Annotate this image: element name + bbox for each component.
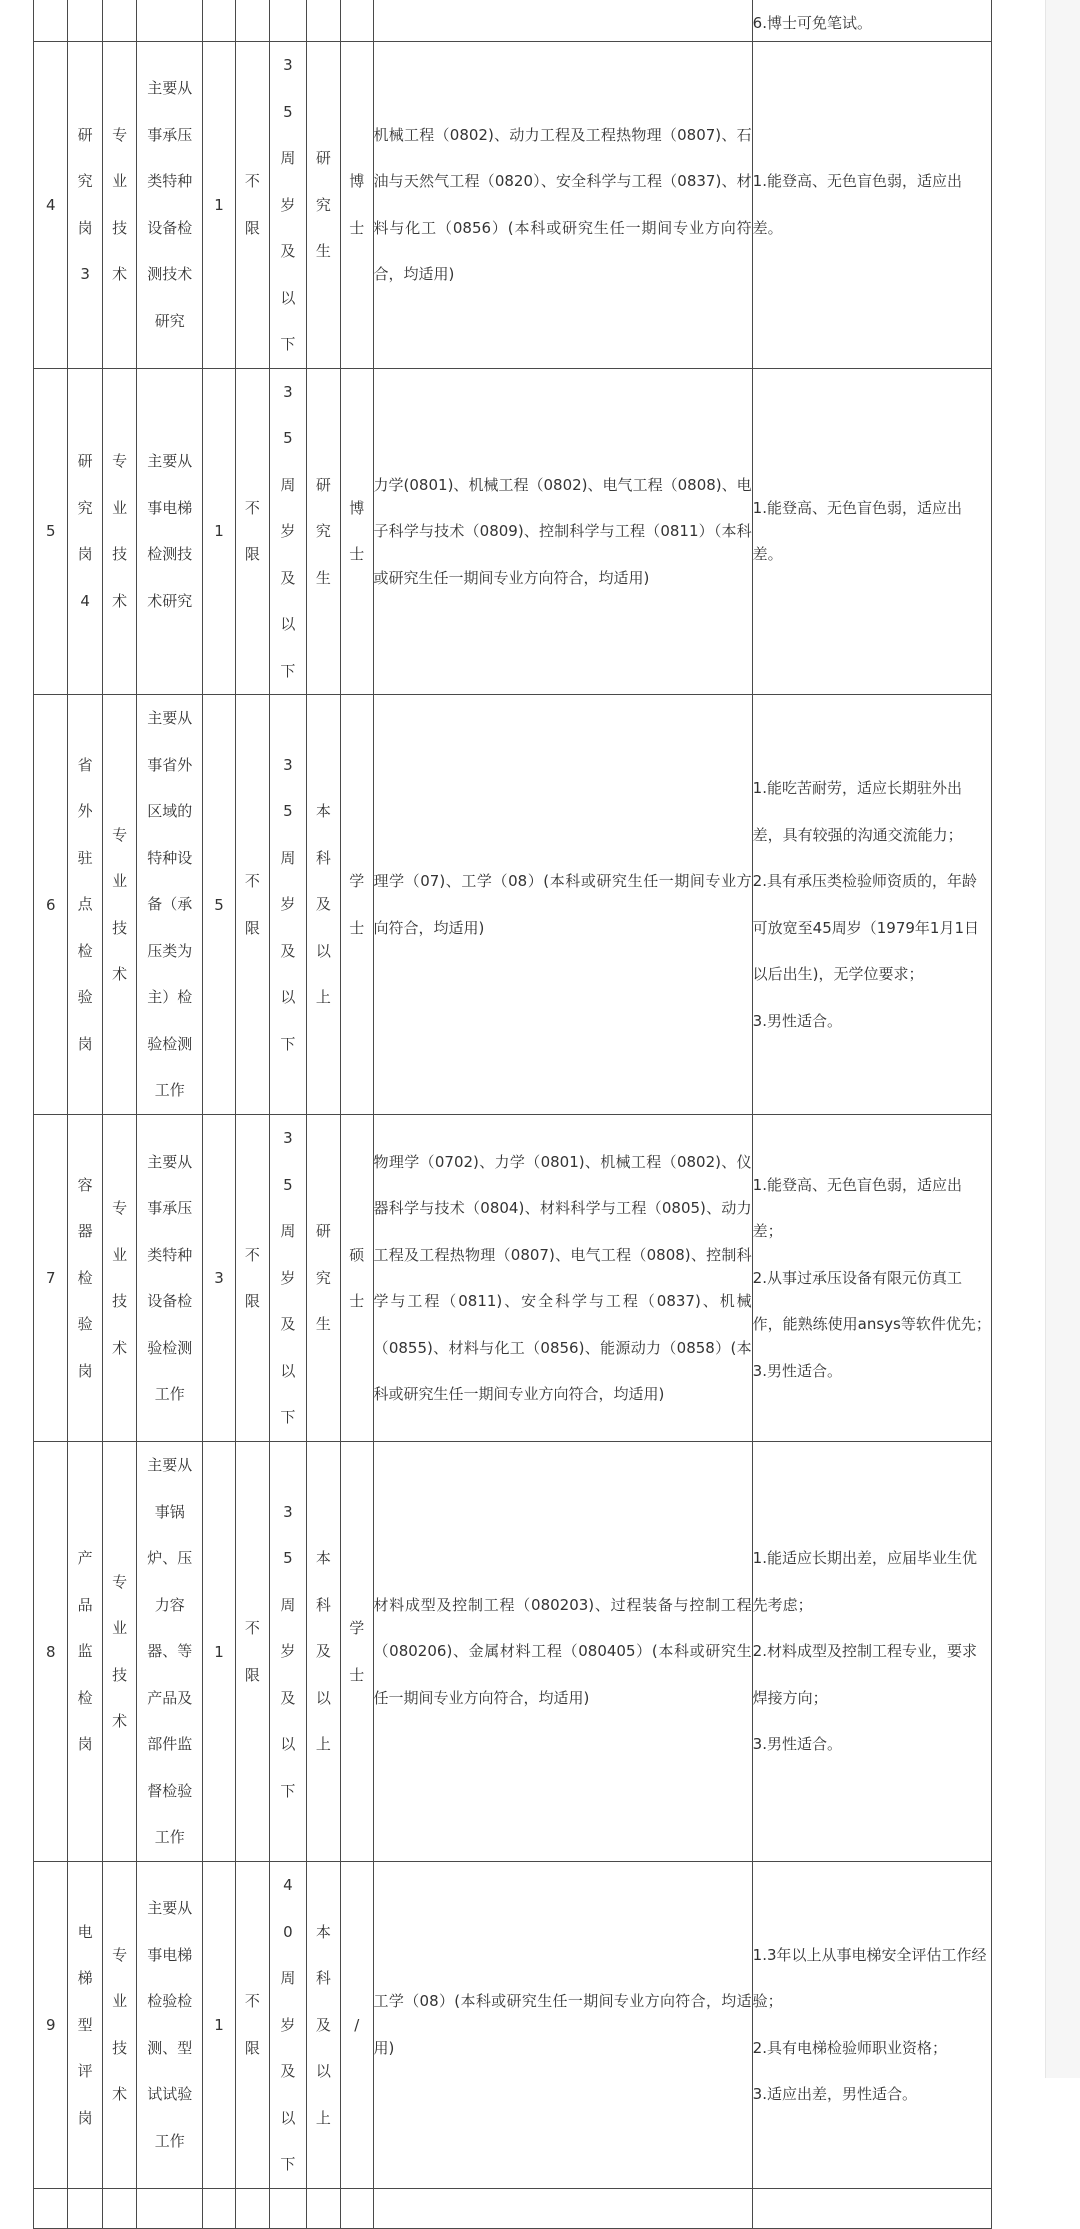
cell-category: 专业技术: [112, 1572, 128, 1730]
cell-count: 1: [203, 1442, 235, 1862]
cell-age: 40周岁及以下: [280, 1876, 296, 2173]
cell-age: 35周岁及以下: [280, 56, 296, 353]
other-condition: 1.3年以上从事电梯安全评估工作经验；: [752, 1945, 987, 2011]
cell-count: 1: [203, 42, 235, 369]
cell-category: 专业技术: [112, 452, 128, 610]
cell-count: 1: [203, 368, 235, 695]
cell-major: 材料成型及控制工程（080203)、过程装备与控制工程（080206)、金属材料工程（080405）(本科或研究生任一期间专业方向符合，均适用): [373, 1442, 752, 1862]
cell-category: 专业技术: [112, 1945, 128, 2104]
cell-other: [752, 42, 991, 369]
cell-count: 3: [203, 1115, 235, 1442]
other-condition: 1.能登高、无色盲色弱，适应出差。: [752, 172, 962, 237]
other-condition: 1.能登高、无色盲色弱，适应出差。: [752, 498, 962, 564]
other-condition: 2.具有承压类检验师资质的，年龄可放宽至45周岁（1979年1月1日以后出生)，无学位要求；: [752, 872, 980, 983]
cell-count: 5: [203, 695, 235, 1115]
cell-education: 研究生: [315, 1222, 331, 1334]
other-condition: 1.能适应长期出差，应届毕业生优先考虑；: [752, 1549, 977, 1614]
cell-major: 力学(0801)、机械工程（0802)、电气工程（0808)、电子科学与技术（0809)、控制科学与工程（0811）（本科或研究生任一期间专业方向符合，均适用): [373, 368, 752, 695]
table-row: [34, 695, 992, 1115]
cell-post: 容器检验岗: [77, 1175, 93, 1380]
cell-degree: 硕士: [349, 1245, 365, 1310]
cell-other: [752, 1442, 991, 1862]
cell-duty: 主要从事电梯检测技术研究: [147, 452, 193, 610]
cell-education: 本科及以上: [315, 1549, 331, 1754]
other-condition: 6.博士可免笔试。: [752, 14, 872, 32]
cell-education: 本科及以上: [315, 802, 331, 1007]
cell-category: 专业技术: [112, 825, 128, 983]
other-condition: 3.男性适合。: [752, 1011, 842, 1030]
cell-post: 产品监检岗: [77, 1549, 93, 1754]
cell-other: [752, 695, 991, 1115]
cell-gender: 不限: [244, 1992, 260, 2057]
cell-duty: 主要从事省外区域的特种设备（承压类为主）检验检测工作: [147, 709, 193, 1100]
cell-education: 本科及以上: [315, 1922, 331, 2127]
cell-post: 电梯型评岗: [77, 1922, 93, 2127]
cell-other: [752, 368, 991, 695]
cell-other: [752, 1862, 991, 2189]
cell-major: 工学（08）(本科或研究生任一期间专业方向符合，均适用): [373, 1862, 752, 2189]
cell-degree: 学士: [349, 872, 365, 937]
table-row: [34, 1862, 992, 2189]
cell-no: 4: [34, 42, 68, 369]
cell-gender: 不限: [244, 172, 260, 237]
cell-duty: 主要从事电梯检验检测、型试试验工作: [147, 1899, 193, 2150]
cell-age: 35周岁及以下: [280, 382, 296, 680]
cell-degree: /: [354, 2015, 360, 2034]
cell-other: [752, 1115, 991, 1442]
cell-age: 35周岁及以下: [280, 1502, 296, 1800]
other-condition: 2.具有电梯检验师职业资格；: [752, 2038, 947, 2057]
cell-gender: 不限: [244, 872, 260, 937]
scrollbar-track[interactable]: [1045, 0, 1080, 2078]
cell-no: 8: [34, 1442, 68, 1862]
cell-duty: 主要从事承压类特种设备检验检测工作: [147, 1152, 193, 1403]
other-condition: 3.男性适合。: [752, 1735, 842, 1754]
cell-no: 9: [34, 1862, 68, 2189]
cell-post: 研究岗3: [77, 125, 93, 284]
cell-gender: 不限: [244, 1245, 260, 1310]
cell-count: 1: [203, 1862, 235, 2189]
other-condition: 2.材料成型及控制工程专业，要求焊接方向；: [752, 1642, 977, 1707]
table-row: [34, 42, 992, 369]
cell-post: 省外驻点检验岗: [77, 755, 93, 1053]
cell-no: 5: [34, 368, 68, 695]
cell-degree: 博士: [349, 498, 365, 564]
cell-duty: 主要从事锅炉、压力容器、等产品及部件监督检验工作: [147, 1456, 193, 1847]
cell-no: 7: [34, 1115, 68, 1442]
cell-gender: 不限: [244, 1619, 260, 1684]
other-condition: 3.适应出差，男性适合。: [752, 2085, 917, 2104]
cell-category: 专业技术: [112, 1199, 128, 1357]
cell-category: 专业技术: [112, 125, 128, 284]
recruitment-table: [33, 0, 992, 2229]
cell-duty: 主要从事承压类特种设备检测技术研究: [147, 79, 193, 330]
cell-major: 理学（07)、工学（08）(本科或研究生任一期间专业方向符合，均适用): [373, 695, 752, 1115]
cell-degree: 博士: [349, 172, 365, 237]
cell-age: 35周岁及以下: [280, 755, 296, 1053]
table-row-partial: [34, 0, 992, 42]
cell-major: 机械工程（0802)、动力工程及工程热物理（0807)、石油与天然气工程（0820）、安全科学与工程（0837)、材料与化工（0856）(本科或研究生任一期间专业方向符合，均适用): [373, 42, 752, 369]
table-row-partial: [34, 2188, 992, 2228]
other-condition: 2.从事过承压设备有限元仿真工作，能熟练使用ansys等软件优先；: [752, 1268, 991, 1334]
table-row: [34, 1115, 992, 1442]
cell-education: 研究生: [315, 149, 331, 260]
table-row: [34, 1442, 992, 1862]
cell-major: 物理学（0702)、力学（0801)、机械工程（0802)、仪器科学与技术（0804)、材料科学与工程（0805)、动力工程及工程热物理（0807)、电气工程（0808)、控制科学与工程（0811)、安全科学与工程（0837)、机械（0855)、材料与化工（0856)、能源动力（0858）(本科或研究生任一期间专业方向符合，均适用): [373, 1115, 752, 1442]
table-row: [34, 368, 992, 695]
cell-age: 35周岁及以下: [280, 1129, 296, 1427]
cell-education: 研究生: [315, 475, 331, 587]
cell-gender: 不限: [244, 498, 260, 564]
other-condition: 1.能吃苦耐劳，适应长期驻外出差，具有较强的沟通交流能力；: [752, 779, 963, 844]
other-condition: 3.男性适合。: [752, 1361, 842, 1380]
cell-post: 研究岗4: [77, 452, 93, 610]
cell-degree: 学士: [349, 1619, 365, 1684]
other-condition: 1.能登高、无色盲色弱，适应出差；: [752, 1175, 962, 1241]
cell-no: 6: [34, 695, 68, 1115]
